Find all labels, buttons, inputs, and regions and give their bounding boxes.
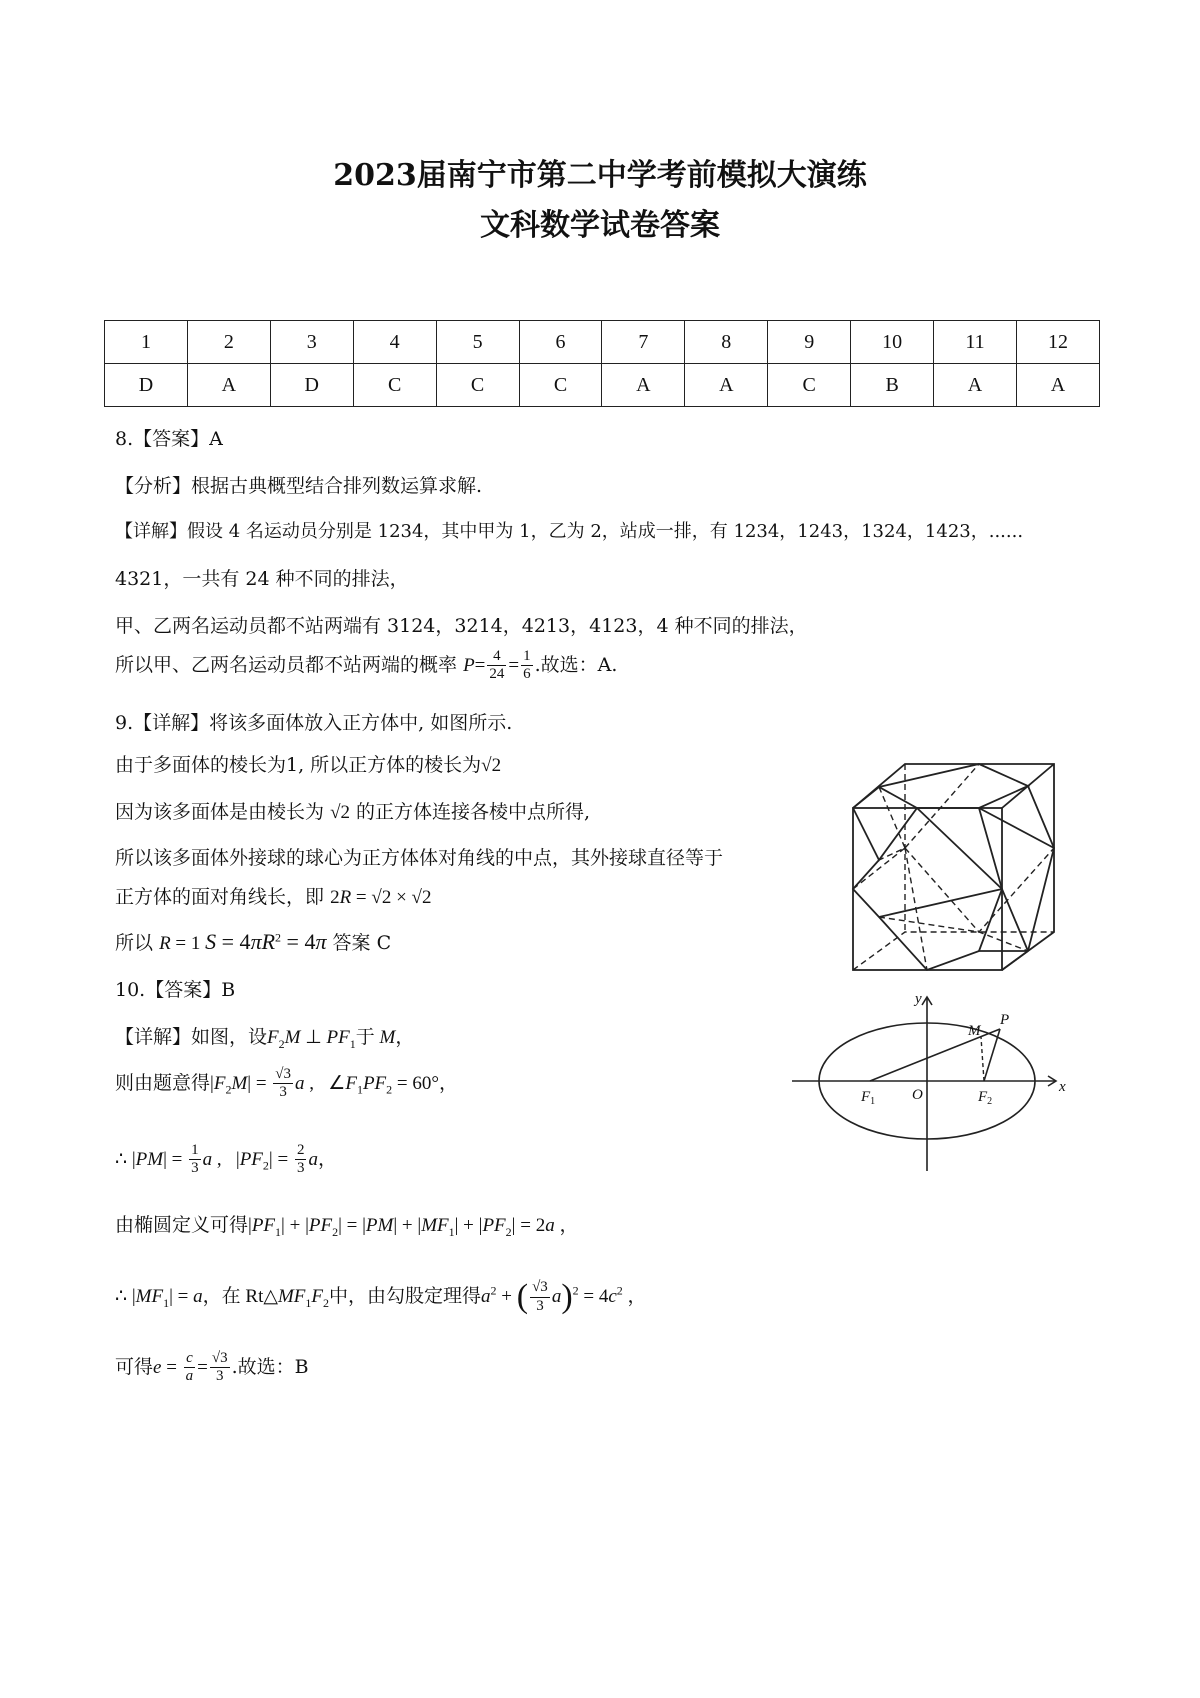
answer-cell: A [187,364,270,407]
q8-detail-2: 4321，一共有 24 种不同的排法， [115,568,409,590]
q10-therefore-2: ∴ $|MF_1| = a$，在 $Rt\triangle MF_1F_2$中，由勾股定理得$a^2$ + ( $\frac{√3}{3}$ $a)^2 = 4c^2$ ， [115,1278,647,1315]
q10-given: 则由题意得$|F_2M|$ = $\frac{√3}{3}$ a , $\angle F_1PF_2 = 60^\circ$， [115,1066,458,1101]
q8-analysis: 【分析】根据古典概型结合排列数运算求解. [115,475,483,497]
answer-cell: D [270,364,353,407]
title-line-2: 文科数学试卷答案 [480,208,720,243]
q9-line-1: 9.【详解】将该多面体放入正方体中, 如图所示. [115,712,513,734]
question-number-cell: 5 [436,321,519,364]
q10-ellipse-definition: 由椭圆定义可得$|PF_1| + |PF_2| = |PM| + |MF_1| + |PF_2| = 2a$ ， [115,1214,579,1239]
q9-line-2: 由于多面体的棱长为1, 所以正方体的棱长为√2 [115,754,502,776]
answer-cell: B [851,364,934,407]
question-number-cell: 12 [1016,321,1099,364]
answer-cell: D [105,364,188,407]
question-number-cell: 4 [353,321,436,364]
f2-label: $F_2$ [978,1089,993,1107]
question-number-cell: 9 [768,321,851,364]
q9-line-4: 所以该多面体外接球的球心为正方体体对角线的中点，其外接球直径等于 [115,847,724,869]
cube-polyhedron-figure [845,756,1059,974]
q9-line-5: 正方体的面对角线长，即 2R = √2 × √2 [115,886,432,908]
q10-therefore-1: ∴ |PM| = $\frac{1}{3}$ a , $|PF_2|$ = $\frac{2}{3}$ a， [115,1142,337,1177]
answer-table [104,320,1100,407]
answer-cell: C [519,364,602,407]
q8-detail-4-prefix: 所以甲、乙两名运动员都不站两端的概率 [115,653,458,676]
answer-cell: C [436,364,519,407]
m-label: M [968,1023,981,1039]
answer-cell: A [1016,364,1099,407]
segment-f2m [981,1037,984,1081]
q8-detail-4-suffix: .故选：A. [534,653,618,676]
question-number-cell: 8 [685,321,768,364]
q8-detail-4: 所以甲、乙两名运动员都不站两端的概率 P= $\frac{4}{24}$ = $\frac{1}{6}$ .故选：A. [115,648,618,683]
q9-line-6: 所以 R = 1 $S = 4\pi R^2 = 4\pi$ 答案 C [115,929,392,954]
segment-pf1 [870,1029,1000,1081]
q10-detail: 【详解】如图，设$F_2M$ ⊥ $PF_1$于 M， [115,1026,415,1051]
answer-cell: A [685,364,768,407]
segment-pf2 [984,1029,1000,1081]
question-number-cell: 11 [934,321,1017,364]
answer-cell: A [602,364,685,407]
f1-label: $F_1$ [861,1089,876,1107]
answer-table-number-row [105,321,1100,364]
y-label: y [915,991,922,1007]
q8-probability-formula: P [463,654,475,676]
question-number-cell: 3 [270,321,353,364]
question-number-cell: 10 [851,321,934,364]
q9-line-3: 因为该多面体是由棱长为 √2 的正方体连接各棱中点所得, [115,801,591,823]
answer-cell: C [353,364,436,407]
q10-answer: 10.【答案】B [115,979,236,1001]
title-line-1: 2023届南宁市第二中学考前模拟大演练 [333,158,867,193]
p-label: P [1000,1012,1010,1028]
x-label: x [1059,1079,1066,1095]
answer-cell: C [768,364,851,407]
answer-table-answer-row [105,364,1100,407]
question-number-cell: 7 [602,321,685,364]
q10-conclusion: 可得e = $\frac{c}{a}$ = $\frac{√3}{3}$ .故选：B [115,1350,309,1385]
question-number-cell: 1 [105,321,188,364]
answer-cell: A [934,364,1017,407]
question-number-cell: 6 [519,321,602,364]
q8-answer: 8.【答案】A [115,428,223,450]
ellipse-figure [782,985,1072,1177]
q8-detail-1: 【详解】假设 4 名运动员分别是 1234，其中甲为 1，乙为 2，站成一排，有 1234，1243，1324，1423，...... [115,521,1024,542]
origin-label: O [912,1087,923,1103]
question-number-cell: 2 [187,321,270,364]
q8-detail-3: 甲、乙两名运动员都不站两端有 3124，3214，4213，4123，4 种不同的排法， [115,615,808,637]
